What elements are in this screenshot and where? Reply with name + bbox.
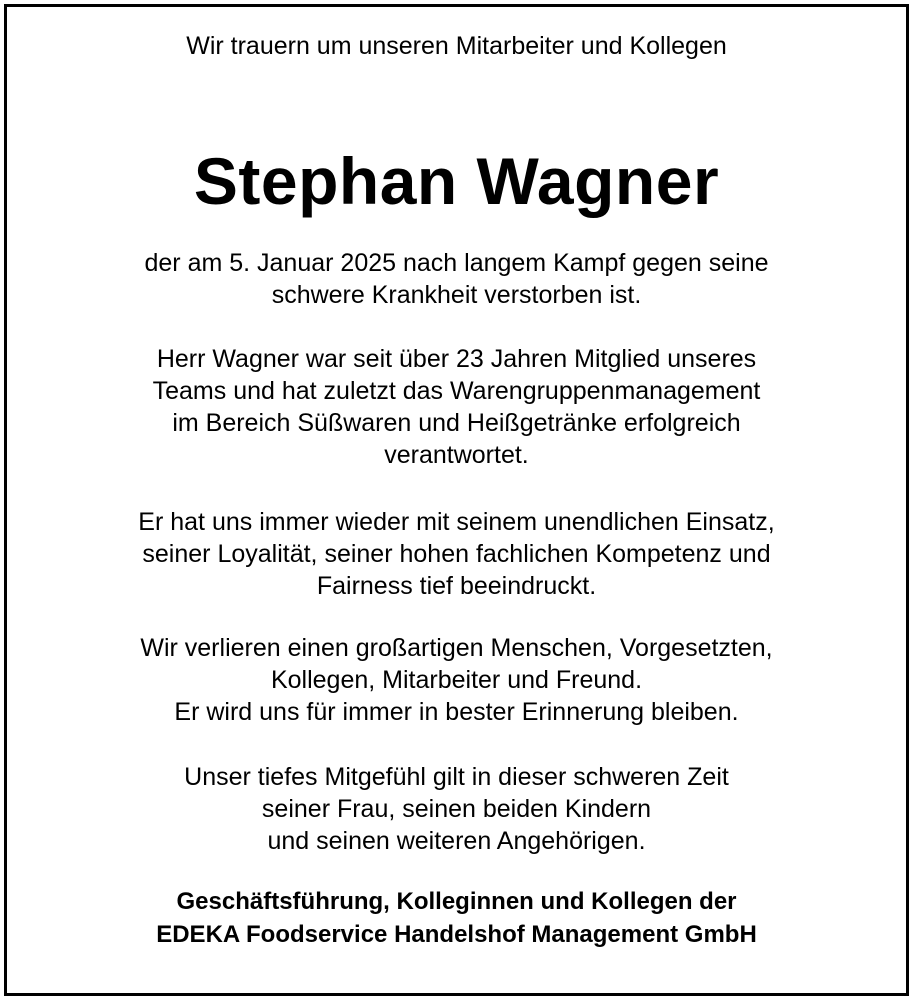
text-line: und seinen weiteren Angehörigen. [267,827,646,855]
text-line: der am 5. Januar 2025 nach langem Kampf gegen seine [144,249,769,277]
signature-line: EDEKA Foodservice Handelshof Management GmbH [156,921,757,948]
intro-line: Wir trauern um unseren Mitarbeiter und Kollegen [186,32,727,60]
signature-line: Geschäftsführung, Kolleginnen und Kollegen der [176,888,737,915]
text-line: Kollegen, Mitarbeiter und Freund. [270,666,643,694]
text-line: Er hat uns immer wieder mit seinem unendlichen Einsatz, [138,508,775,536]
paragraph-death-info [7,247,906,311]
text-line: seiner Loyalität, seiner hohen fachlichen Kompetenz und [142,540,771,568]
text-line: Unser tiefes Mitgefühl gilt in dieser schweren Zeit [184,763,729,791]
text-line: verantwortet. [384,441,529,469]
text-line: Wir verlieren einen großartigen Menschen, Vorgesetzten, [140,634,773,662]
text-line: Teams und hat zuletzt das Warengruppenmanagement [152,377,761,405]
text-line: seiner Frau, seinen beiden Kindern [261,795,652,823]
text-line: im Bereich Süßwaren und Heißgetränke erfolgreich [172,409,741,437]
paragraph-loss [7,632,906,728]
text-line: Fairness tief beeindruckt. [316,572,597,600]
signature-block [7,885,906,951]
text-line: Er wird uns für immer in bester Erinnerung bleiben. [174,698,739,726]
paragraph-condolences [7,761,906,857]
deceased-name: Stephan Wagner [193,144,720,218]
paragraph-career [7,343,906,471]
paragraph-tribute [7,506,906,602]
text-line: schwere Krankheit verstorben ist. [271,281,642,309]
text-line: Herr Wagner war seit über 23 Jahren Mitglied unseres [156,345,757,373]
